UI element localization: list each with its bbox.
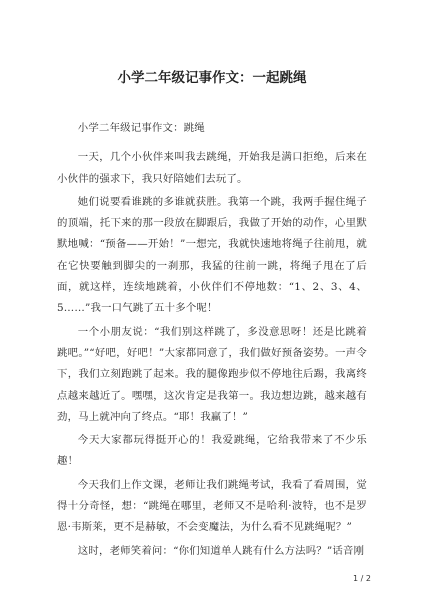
paragraph: 今天我们上作文课，老师让我们跳绳考试，我看了看周围，觉得十分奇怪，想：“跳绳在哪里，老师又不是哈利·波特，也不是罗恩·韦斯莱，更不是赫敏，不会变魔法，为什么看不见跳绳呢？” [57, 478, 367, 534]
document-body [57, 118, 367, 564]
page-number: 1 / 2 [353, 574, 371, 583]
paragraph: 一天，几个小伙伴来叫我去跳绳，开始我是满口拒绝，后来在小伙伴的强求下，我只好陪她们去玩了。 [57, 151, 367, 185]
paragraph: 一个小朋友说：“我们别这样跳了，多没意思呀！还是比跳着跳吧。”“好吧，好吧！”大家都同意了，我们做好预备姿势。一声令下，我们立刻跑跳了起来。我的腿像跑步似不停地往后踢，我离终点越来越近了。嘿嘿，这次肯定是我第一。我边想边跳，越来越有劲，马上就冲向了终点。“耶！我赢了！” [57, 325, 367, 423]
paragraph: 她们说要看谁跳的多谁就获胜。我第一个跳，我两手握住绳子的顶端，托下来的那一段放在脚跟后，我做了开始的动作，心里默默地喊：“预备——开始！”一想完，我就快速地将绳子往前甩，就在它快要触到脚尖的一刹那，我猛的往前一跳，将绳子甩在了后面，就这样，连续地跳着，小伙伴们不停地数：“1、2、3、4、5……”我一口气跳了五十多个呢！ [57, 195, 367, 315]
paragraph: 今天大家都玩得挺开心的！我爱跳绳，它给我带来了不少乐趣！ [57, 434, 367, 468]
paragraph: 这时，老师笑着问：“你们知道单人跳有什么方法吗？”话音刚 [77, 544, 365, 557]
document-title: 小学二年级记事作文：一起跳绳 [117, 70, 307, 86]
paragraph-subtitle: 小学二年级记事作文：跳绳 [77, 122, 205, 134]
